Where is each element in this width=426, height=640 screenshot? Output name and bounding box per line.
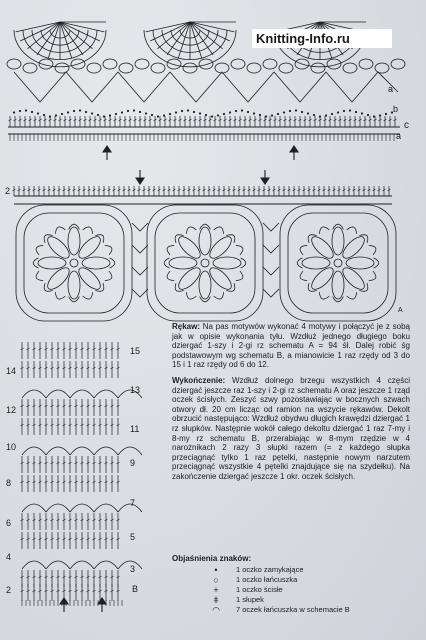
legend-text: 1 oczko zamykające [236,565,304,574]
legend-item [196,585,416,595]
slip-stitch-icon: • [214,565,218,575]
legend-text: 1 oczko ścisłe [236,585,283,594]
sleeve-row-14: 14 [6,366,17,376]
single-crochet-icon: + [213,585,219,595]
row-label-c: c [404,120,409,131]
row-label-b: b [393,104,399,114]
sleeve-row-6: 6 [6,518,12,528]
chain-stitch-icon: ○ [213,575,219,585]
sleeve-text: Na pas motywów wykonać 4 motywy i połączyć je z sobą jak w opisie wykonania tyłu. Wzdłuż jednego długiego boku dziergać 1-szy i 2-gi rz schematu A = 94 śł. Dalej robić śg podstawowym wg schematu B, a mianowicie 1 raz rzędy od 3 do 15 i 1 raz rzędy od 6 do 12. [172,322,410,370]
finish-paragraph [172,376,410,482]
sleeve-row-10: 10 [6,442,17,452]
legend-title: Objaśnienia znaków: [172,554,252,563]
sleeve-row-8: 8 [6,478,12,488]
legend-item [196,595,416,605]
sleeve-row-2: 2 [6,585,12,595]
sleeve-row-5: 5 [130,532,136,542]
double-crochet-icon: ǂ [213,595,219,605]
row-label-a-bottom: a [396,131,402,141]
sleeve-row-4: 4 [6,552,12,562]
sleeve-row-12: 12 [6,405,17,415]
legend [196,565,416,615]
legend-item [196,565,416,575]
sleeve-row-9: 9 [130,458,136,468]
sleeve-heading: Rękaw: [172,322,201,331]
motif-row-label: 2 [5,186,11,196]
legend-item [196,605,416,615]
legend-text: 1 słupek [236,595,264,604]
row-label-a-top: a [388,84,394,94]
legend-text: 1 oczko łańcuszka [236,575,298,584]
watermark-label: Knitting-Info.ru [252,29,392,48]
sleeve-paragraph [172,322,410,370]
sleeve-row-15: 15 [130,346,141,356]
sleeve-chart [21,342,143,612]
sleeve-row-7: 7 [130,498,136,508]
chain-arch-icon: ◠ [212,605,220,615]
motif-corner-label: A [398,307,403,314]
sleeve-row-13: 13 [130,385,141,395]
finish-heading: Wykończenie: [172,375,226,385]
legend-text: 7 oczek łańcuszka w schemacie B [236,605,350,614]
motif-strip [13,170,397,321]
sleeve-label-b: B [132,584,139,594]
sleeve-row-11: 11 [130,424,140,434]
finish-text: Wzdłuż dolnego brzegu wszystkich 4 części dziergać jeszcze raz 1-szy i 2-gi rz schematu A oraz jeszcze 1 rząd oczek ścisłych. Zeszyć szwy pozostawiając w bocznych szwach otwory dł. 20 cm licząc od ramion na wszycie rękawów. Dekolt obrzucić następująco: Wzdłuż obydwu długich krawędzi dziergać 1 rz słupków. Następnie wokół całego dekoltu dziergać 1 raz 7-my i 8-my rz schematu B, przerabiając w 8-mym rzędzie w 4 narożnikach 2 razy 3 słupki razem (= z każdego słupka przeciągnąć tylko 1 raz pętelki, następnie nowym narzutem przeciągnąć wszystkie 4 pętelki znajdujące się na szydełku). Na zakończenie dziergać jeszcze 1 okr. oczek ścisłych. [172,375,410,481]
instructions [172,322,410,488]
legend-item [196,575,416,585]
sleeve-row-3: 3 [130,564,136,574]
